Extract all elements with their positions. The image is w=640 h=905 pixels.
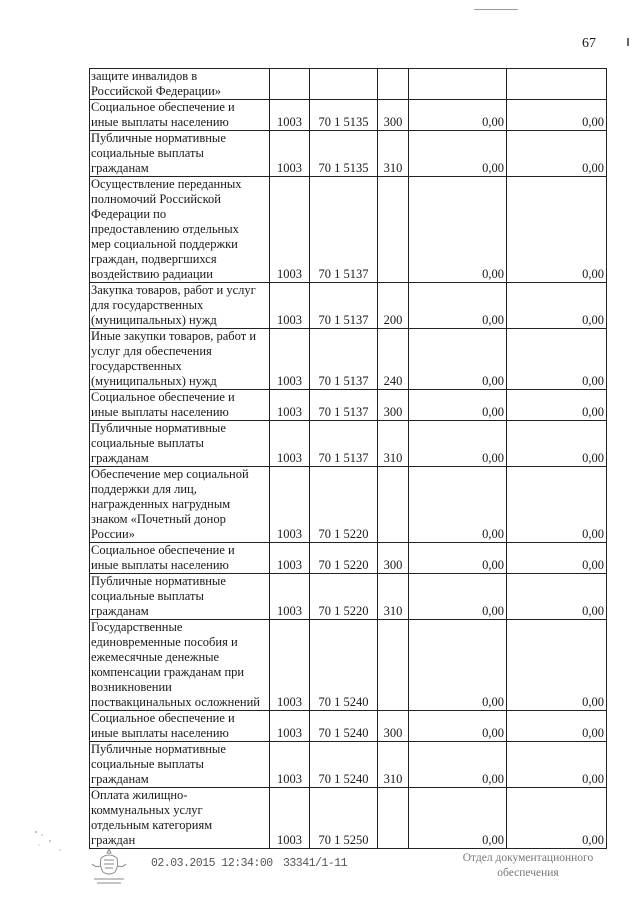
target-article: 70 1 5240 bbox=[310, 742, 378, 788]
table-row bbox=[90, 467, 607, 543]
table-body bbox=[90, 69, 607, 849]
amount-cell: 0,00 bbox=[409, 329, 507, 390]
amount-cell: 0,00 bbox=[409, 131, 507, 177]
footer-timestamp: 02.03.2015 12:34:00 bbox=[151, 857, 273, 870]
table-row bbox=[90, 283, 607, 329]
table-row bbox=[90, 620, 607, 711]
expense-type: 310 bbox=[378, 421, 409, 467]
target-article: 70 1 5220 bbox=[310, 543, 378, 574]
section-code: 1003 bbox=[270, 742, 310, 788]
target-article: 70 1 5135 bbox=[310, 100, 378, 131]
target-article: 70 1 5220 bbox=[310, 574, 378, 620]
amount-cell: 0,00 bbox=[507, 711, 607, 742]
section-code: 1003 bbox=[270, 131, 310, 177]
amount-cell: 0,00 bbox=[507, 131, 607, 177]
target-article: 70 1 5137 bbox=[310, 329, 378, 390]
amount-cell: 0,00 bbox=[507, 100, 607, 131]
section-code: 1003 bbox=[270, 788, 310, 849]
scan-specks bbox=[30, 828, 70, 858]
expense-type: 200 bbox=[378, 283, 409, 329]
amount-cell: 0,00 bbox=[507, 620, 607, 711]
amount-cell: 0,00 bbox=[507, 742, 607, 788]
expense-type bbox=[378, 788, 409, 849]
amount-cell bbox=[409, 69, 507, 100]
row-name: Государственные единовременные пособия и ежемесячные денежные компенсации гражданам при возникновении поствакцинальных осложнений bbox=[90, 620, 270, 711]
target-article: 70 1 5240 bbox=[310, 620, 378, 711]
row-name: Публичные нормативные социальные выплаты гражданам bbox=[90, 421, 270, 467]
amount-cell: 0,00 bbox=[409, 711, 507, 742]
amount-cell: 0,00 bbox=[507, 788, 607, 849]
emblem-icon bbox=[88, 846, 130, 886]
target-article: 70 1 5135 bbox=[310, 131, 378, 177]
section-code: 1003 bbox=[270, 329, 310, 390]
section-code: 1003 bbox=[270, 390, 310, 421]
expense-type bbox=[378, 467, 409, 543]
amount-cell: 0,00 bbox=[507, 329, 607, 390]
amount-cell: 0,00 bbox=[409, 574, 507, 620]
section-code: 1003 bbox=[270, 574, 310, 620]
footer-doc-code: 33341/1-11 bbox=[283, 857, 348, 870]
scan-mark bbox=[474, 9, 518, 10]
table-row bbox=[90, 574, 607, 620]
amount-cell: 0,00 bbox=[409, 742, 507, 788]
row-name: защите инвалидов в Российской Федерации» bbox=[90, 69, 270, 100]
row-name: Иные закупки товаров, работ и услуг для обеспечения государственных (муниципальных) нужд bbox=[90, 329, 270, 390]
amount-cell: 0,00 bbox=[409, 788, 507, 849]
amount-cell: 0,00 bbox=[507, 574, 607, 620]
table-row bbox=[90, 421, 607, 467]
row-name: Закупка товаров, работ и услуг для государственных (муниципальных) нужд bbox=[90, 283, 270, 329]
section-code: 1003 bbox=[270, 283, 310, 329]
target-article: 70 1 5240 bbox=[310, 711, 378, 742]
amount-cell bbox=[507, 69, 607, 100]
amount-cell: 0,00 bbox=[507, 467, 607, 543]
table-row bbox=[90, 788, 607, 849]
target-article bbox=[310, 69, 378, 100]
table-row bbox=[90, 177, 607, 283]
expense-type: 300 bbox=[378, 543, 409, 574]
section-code: 1003 bbox=[270, 543, 310, 574]
row-name: Оплата жилищно- коммунальных услуг отдельным категориям граждан bbox=[90, 788, 270, 849]
expense-type: 300 bbox=[378, 100, 409, 131]
section-code bbox=[270, 69, 310, 100]
row-name: Социальное обеспечение и иные выплаты населению bbox=[90, 390, 270, 421]
target-article: 70 1 5137 bbox=[310, 177, 378, 283]
amount-cell: 0,00 bbox=[409, 421, 507, 467]
table-row bbox=[90, 100, 607, 131]
table-row bbox=[90, 329, 607, 390]
amount-cell: 0,00 bbox=[409, 390, 507, 421]
expense-type: 300 bbox=[378, 711, 409, 742]
expense-type: 240 bbox=[378, 329, 409, 390]
target-article: 70 1 5137 bbox=[310, 390, 378, 421]
row-name: Социальное обеспечение и иные выплаты населению bbox=[90, 543, 270, 574]
row-name: Социальное обеспечение и иные выплаты населению bbox=[90, 100, 270, 131]
expense-type: 300 bbox=[378, 390, 409, 421]
target-article: 70 1 5137 bbox=[310, 421, 378, 467]
amount-cell: 0,00 bbox=[507, 177, 607, 283]
footer-department: Отдел документационного обеспечения bbox=[462, 852, 594, 879]
page-number: 67 bbox=[582, 36, 596, 51]
amount-cell: 0,00 bbox=[409, 177, 507, 283]
section-code: 1003 bbox=[270, 177, 310, 283]
row-name: Социальное обеспечение и иные выплаты населению bbox=[90, 711, 270, 742]
budget-table bbox=[89, 68, 607, 849]
expense-type bbox=[378, 69, 409, 100]
table-row bbox=[90, 390, 607, 421]
amount-cell: 0,00 bbox=[507, 543, 607, 574]
row-name: Публичные нормативные социальные выплаты гражданам bbox=[90, 742, 270, 788]
row-name: Осуществление переданных полномочий Российской Федерации по предоставлению отдельных мер социальной поддержки граждан, подвергшихся воздействию радиации bbox=[90, 177, 270, 283]
expense-type bbox=[378, 177, 409, 283]
section-code: 1003 bbox=[270, 711, 310, 742]
table-row bbox=[90, 742, 607, 788]
target-article: 70 1 5250 bbox=[310, 788, 378, 849]
target-article: 70 1 5137 bbox=[310, 283, 378, 329]
table-row bbox=[90, 711, 607, 742]
amount-cell: 0,00 bbox=[409, 283, 507, 329]
expense-type bbox=[378, 620, 409, 711]
amount-cell: 0,00 bbox=[507, 390, 607, 421]
scan-mark bbox=[627, 38, 629, 46]
table-row bbox=[90, 69, 607, 100]
expense-type: 310 bbox=[378, 131, 409, 177]
amount-cell: 0,00 bbox=[409, 467, 507, 543]
expense-type: 310 bbox=[378, 574, 409, 620]
section-code: 1003 bbox=[270, 620, 310, 711]
section-code: 1003 bbox=[270, 100, 310, 131]
row-name: Публичные нормативные социальные выплаты гражданам bbox=[90, 131, 270, 177]
section-code: 1003 bbox=[270, 467, 310, 543]
amount-cell: 0,00 bbox=[507, 283, 607, 329]
target-article: 70 1 5220 bbox=[310, 467, 378, 543]
row-name: Обеспечение мер социальной поддержки для лиц, награжденных нагрудным знаком «Почетный донор России» bbox=[90, 467, 270, 543]
section-code: 1003 bbox=[270, 421, 310, 467]
amount-cell: 0,00 bbox=[409, 620, 507, 711]
amount-cell: 0,00 bbox=[507, 421, 607, 467]
row-name: Публичные нормативные социальные выплаты гражданам bbox=[90, 574, 270, 620]
amount-cell: 0,00 bbox=[409, 100, 507, 131]
expense-type: 310 bbox=[378, 742, 409, 788]
table-row bbox=[90, 131, 607, 177]
table-row bbox=[90, 543, 607, 574]
amount-cell: 0,00 bbox=[409, 543, 507, 574]
